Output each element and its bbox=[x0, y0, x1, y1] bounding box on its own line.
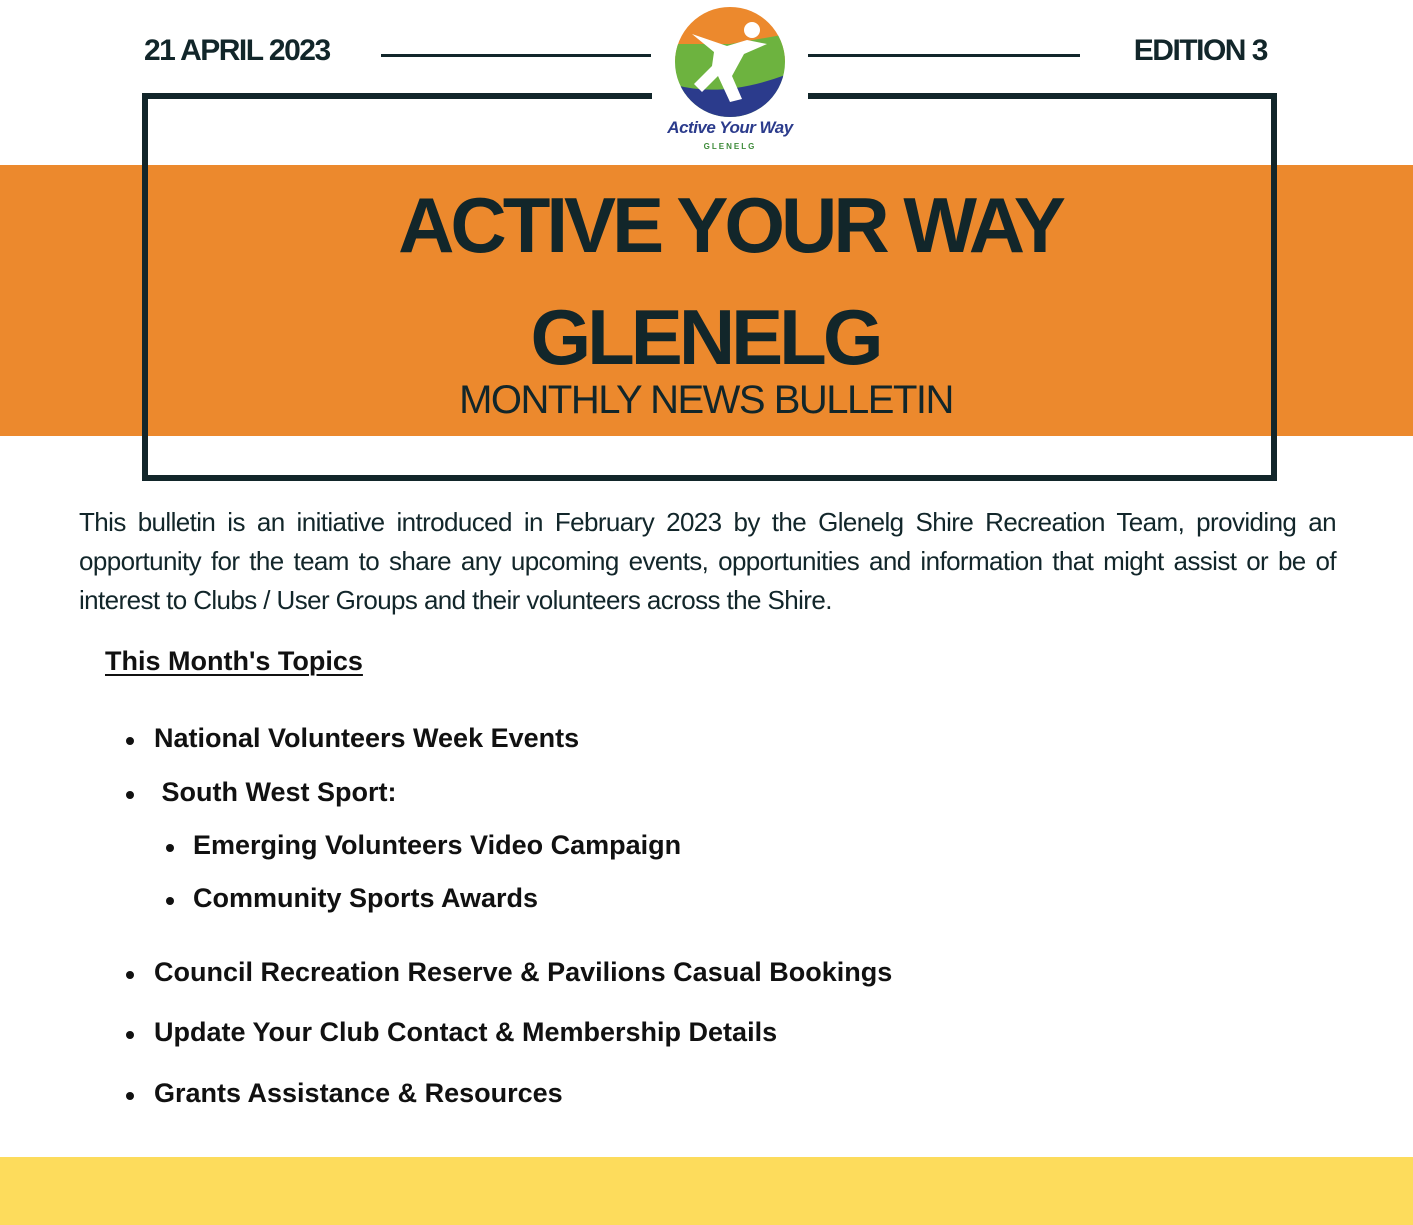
logo-sub: GLENELG bbox=[703, 142, 757, 151]
title-line-2: GLENELG bbox=[530, 293, 880, 381]
topic-item: Grants Assistance & Resources bbox=[154, 1078, 563, 1108]
subtitle: MONTHLY NEWS BULLETIN bbox=[459, 378, 953, 422]
topic-item: South West Sport: bbox=[154, 777, 397, 807]
edition-number: EDITION 3 bbox=[1133, 34, 1267, 67]
bullet bbox=[126, 1092, 134, 1100]
header-rule-left bbox=[381, 54, 651, 57]
intro-paragraph: This bulletin is an initiative introduced in February 2023 by the Glenelg Shire Recreation Team, providing an opportunity for the team to share any upcoming events, opportunities and information that might assist or be of interest to Clubs / User Groups and their volunteers across the Shire. bbox=[79, 507, 1336, 615]
bullet bbox=[126, 1031, 134, 1039]
header-rule-right bbox=[808, 54, 1080, 57]
logo bbox=[652, 0, 808, 160]
footer-band bbox=[0, 1157, 1413, 1225]
title-line-1: ACTIVE YOUR WAY bbox=[398, 181, 1062, 269]
topic-item: Council Recreation Reserve & Pavilions Casual Bookings bbox=[154, 957, 893, 987]
sub-topic-item: Emerging Volunteers Video Campaign bbox=[193, 830, 682, 860]
bullet bbox=[126, 971, 134, 979]
topic-item: National Volunteers Week Events bbox=[154, 723, 580, 753]
bullet bbox=[126, 737, 134, 745]
topics-heading: This Month's Topics bbox=[105, 646, 363, 676]
topic-item: Update Your Club Contact & Membership Details bbox=[154, 1017, 778, 1047]
logo-name: Active Your Way bbox=[667, 118, 793, 137]
sub-topic-item: Community Sports Awards bbox=[193, 883, 539, 913]
bullet bbox=[126, 791, 134, 799]
sub-bullet bbox=[166, 844, 174, 852]
bulletin-date: 21 APRIL 2023 bbox=[144, 34, 330, 67]
running-figure-icon bbox=[672, 4, 788, 120]
sub-bullet bbox=[166, 897, 174, 905]
